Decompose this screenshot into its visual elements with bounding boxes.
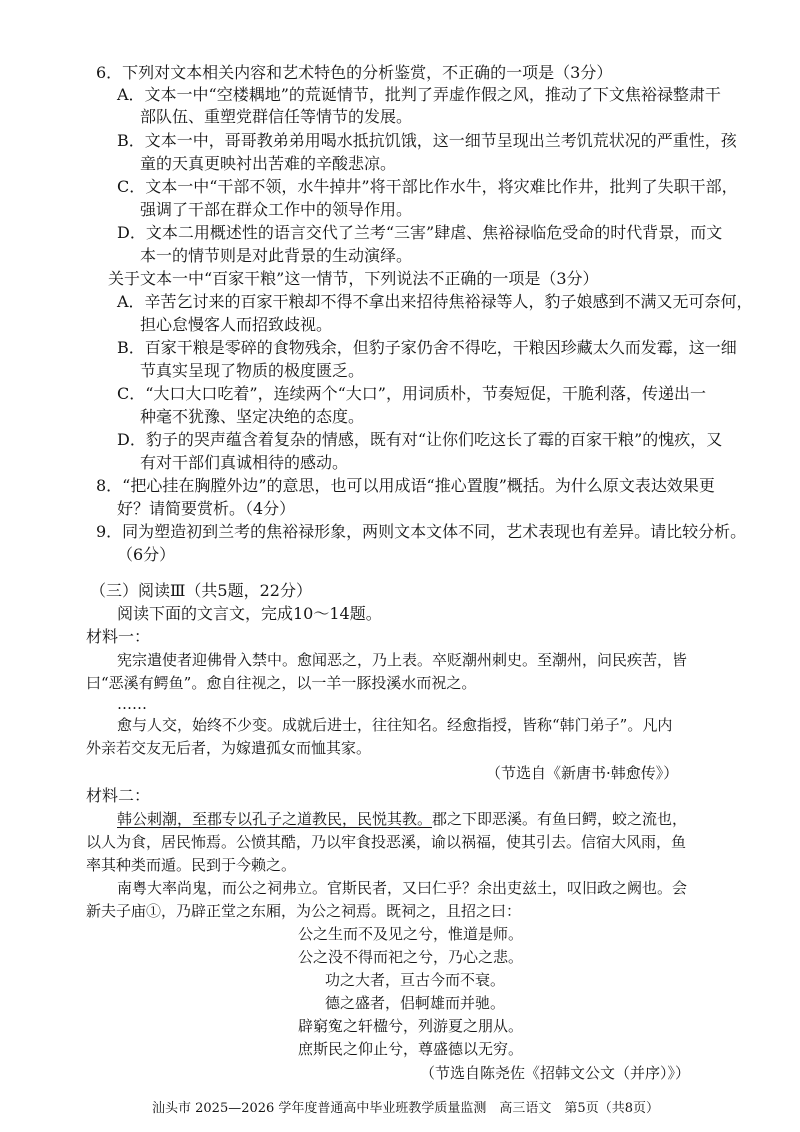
q6-option-b: B．文本一中，哥哥教弟弟用喝水抵抗饥饿，这一细节呈现出兰考饥荒状况的严重性，孩 bbox=[117, 131, 737, 150]
material1-label: 材料一： bbox=[86, 627, 151, 646]
q6-option-a: A．文本一中“空楼耦地”的荒诞情节，批判了弄虚作假之风，推动了下文焦裕禄整肃干 bbox=[117, 85, 721, 104]
section-3-title: （三）阅读Ⅲ（共5题，22分） bbox=[90, 581, 312, 600]
q6-option-a-cont: 部队伍、重塑党群信任等情节的发展。 bbox=[140, 107, 413, 126]
q6-option-d-cont: 本一的情节则是对此背景的生动演绎。 bbox=[140, 246, 413, 265]
q6-option-c: C．文本一中“干部不领，水牛掉井”将干部比作水牛，将灾难比作井，批判了失职干部， bbox=[117, 177, 738, 196]
material1-para2: 愈与人交，始终不少变。成就后进士，往往知名。经愈指授，皆称“韩门弟子”。凡内 bbox=[117, 716, 673, 734]
material2-para1 bbox=[117, 808, 687, 830]
verse-line: 庶斯民之仰止兮，尊盛德以无穷。 bbox=[298, 1040, 524, 1058]
q7-option-a: A．辛苦乞讨来的百家干粮却不得不拿出来招待焦裕禄等人，豹子娘感到不满又无可奈何， bbox=[117, 292, 753, 311]
q6-option-d: D．文本二用概述性的语言交代了兰考“三害”肆虐、焦裕禄临危受命的时代背景，而文 bbox=[117, 223, 723, 242]
page-footer: 汕头市 2025—2026 学年度普通高中毕业班教学质量监测 高三语文 第5页（共8页） bbox=[152, 1101, 659, 1116]
verse-line: 公之没不得而祀之兮，乃心之悲。 bbox=[298, 948, 524, 966]
material2-para2: 南粤大率尚鬼，而公之祠弗立。官斯民者，又曰仁乎？余出吏兹土，叹旧政之阙也。会 bbox=[117, 879, 688, 897]
material2-source: （节选自陈尧佐《招韩文公文（并序）》） bbox=[420, 1064, 691, 1082]
material2-para1-cont2: 率其种类而遁。民到于今赖之。 bbox=[86, 856, 297, 874]
q7-option-a-cont: 担心怠慢客人而招致歧视。 bbox=[140, 315, 333, 334]
verse-line: 公之生而不及见之兮，惟道是师。 bbox=[298, 925, 524, 943]
q7-option-c-cont: 种毫不犹豫、坚定决绝的态度。 bbox=[140, 407, 365, 426]
q7-option-b: B．百家干粮是零碎的食物残余，但豹子家仍舍不得吃，干粮因珍藏太久而发霉，这一细 bbox=[117, 338, 737, 357]
material1-para2-cont: 外亲若交友无后者，为嫁遣孤女而恤其家。 bbox=[86, 739, 372, 757]
q7-option-b-cont: 节真实呈现了物质的极度匮乏。 bbox=[140, 361, 365, 380]
q7-stem: 关于文本一中“百家干粮”这一情节，下列说法不正确的一项是（3分） bbox=[108, 269, 599, 288]
verse-line: 辟窮寃之轩楹兮，列游夏之朋从。 bbox=[298, 1017, 524, 1035]
material2-underlined-sentence: 韩公刺潮，至郡专以孔子之道教民，民悦其教。 bbox=[117, 810, 433, 828]
q7-option-c: C．“大口大口吃着”，连续两个“大口”，用词质朴，节奏短促，干脆利落，传递出一 bbox=[117, 384, 706, 403]
material2-para1-rest: 郡之下即恶溪。有鱼曰鳄，蛟之流也， bbox=[432, 810, 688, 828]
q9-stem-cont: （6分） bbox=[117, 545, 176, 564]
verse-line: 德之盛者，侣軻雄而并驰。 bbox=[325, 994, 506, 1012]
material2-para2-cont: 新夫子庙①，乃辟正堂之东厢，为公之祠焉。既祠之，且招之曰： bbox=[86, 902, 522, 920]
q9-stem: 9．同为塑造初到兰考的焦裕禄形象，两则文本文体不同，艺术表现也有差异。请比较分析。 bbox=[96, 522, 747, 541]
material2-para1-cont: 以人为食，居民怖焉。公愤其酷，乃以牢食投恶溪，谕以祸福，使其引去。信宿大风雨，鱼 bbox=[86, 833, 687, 851]
section-3-instruction: 阅读下面的文言文，完成10～14题。 bbox=[117, 604, 382, 623]
q7-option-d-cont: 有对干部们真诚相待的感动。 bbox=[140, 453, 349, 472]
material2-label: 材料二： bbox=[86, 786, 151, 805]
verse-line: 功之大者，亘古今而不衰。 bbox=[325, 971, 506, 989]
material1-para1: 宪宗遣使者迎佛骨入禁中。愈闻恶之，乃上表。卒贬潮州刺史。至潮州，问民疾苦，皆 bbox=[117, 651, 688, 669]
q8-stem: 8．“把心挂在胸膛外边”的意思，也可以用成语“推心置腹”概括。为什么原文表达效果更 bbox=[96, 476, 715, 495]
material1-ellipsis: …… bbox=[117, 695, 147, 713]
material1-para1-cont: 曰“恶溪有鳄鱼”。愈自往视之，以一羊一豚投溪水而祝之。 bbox=[86, 674, 477, 692]
q8-stem-cont: 好？请简要赏析。（4分） bbox=[117, 499, 296, 518]
material1-source: （节选自《新唐书·韩愈传》） bbox=[486, 764, 679, 782]
q6-option-c-cont: 强调了干部在群众工作中的领导作用。 bbox=[140, 200, 413, 219]
q6-stem: 6．下列对文本相关内容和艺术特色的分析鉴赏，不正确的一项是（3分） bbox=[96, 63, 613, 82]
q6-option-b-cont: 童的天真更映衬出苦难的辛酸悲凉。 bbox=[140, 154, 397, 173]
q7-option-d: D．豹子的哭声蕴含着复杂的情感，既有对“让你们吃这长了霉的百家干粮”的愧疚，又 bbox=[117, 430, 723, 449]
